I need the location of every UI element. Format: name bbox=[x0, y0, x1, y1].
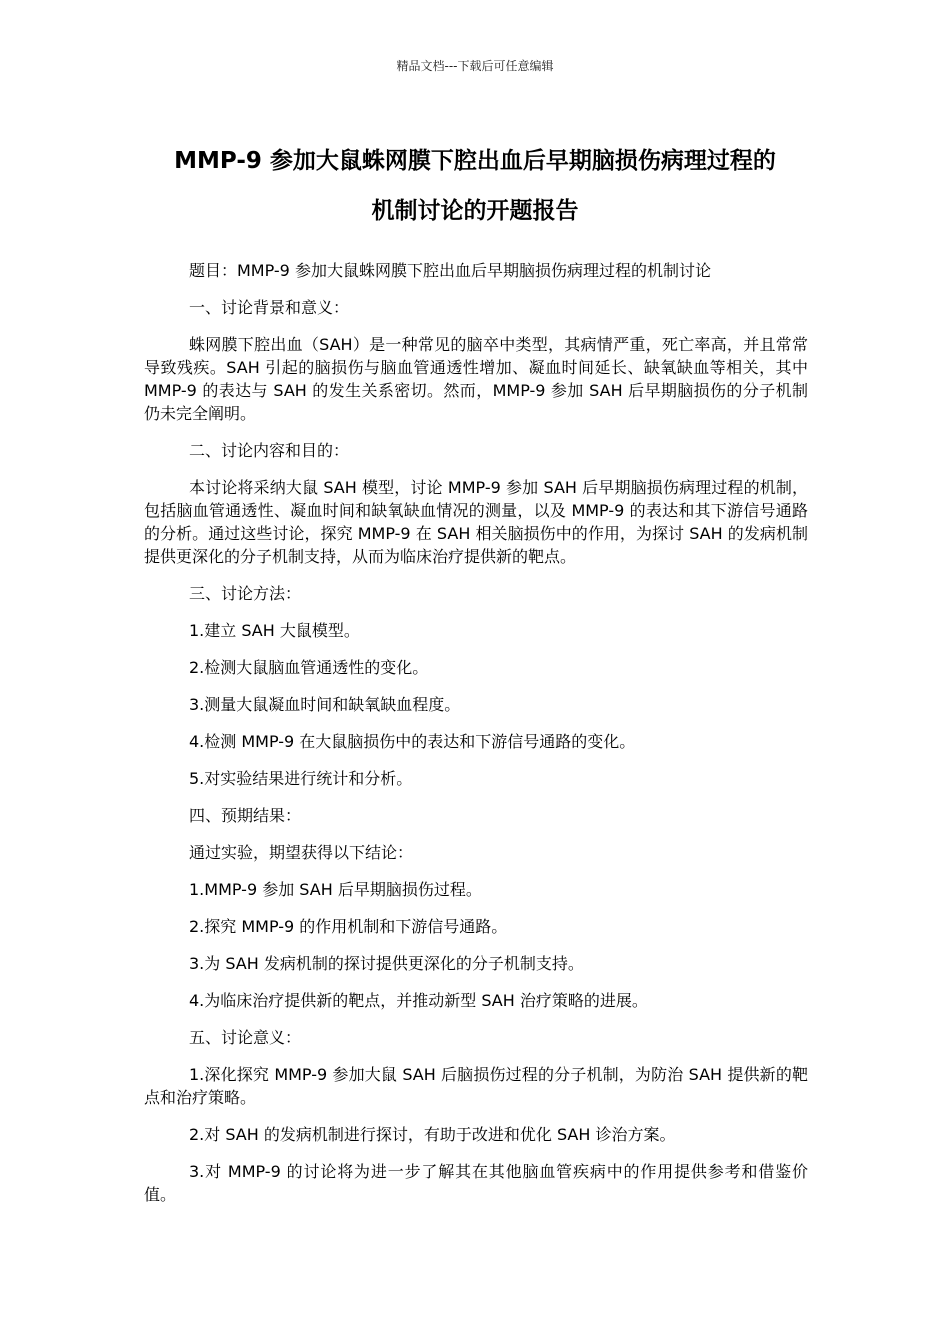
header-note: 精品文档---下载后可任意编辑 bbox=[396, 59, 554, 73]
section-heading-expected-results: 四、预期结果： bbox=[189, 806, 302, 825]
expected-results-intro: 通过实验，期望获得以下结论： bbox=[189, 843, 414, 862]
section-heading-methods: 三、讨论方法： bbox=[189, 584, 302, 603]
background-paragraph: 蛛网膜下腔出血（SAH）是一种常见的脑卒中类型，其病情严重，死亡率高，并且常常导致残疾。SAH 引起的脑损伤与脑血管通透性增加、凝血时间延长、缺氧缺血等相关，其中 MMP-9 的表达与 SAH 的发生关系密切。然而，MMP-9 参加 SAH 后早期脑损伤的分子机制仍未完全阐明。 bbox=[144, 335, 808, 423]
method-item-2: 2.检测大鼠脑血管通透性的变化。 bbox=[189, 658, 429, 677]
expected-result-item-4: 4.为临床治疗提供新的靶点，并推动新型 SAH 治疗策略的进展。 bbox=[189, 991, 648, 1010]
content-paragraph: 本讨论将采纳大鼠 SAH 模型，讨论 MMP-9 参加 SAH 后早期脑损伤病理过程的机制，包括脑血管通透性、凝血时间和缺氧缺血情况的测量，以及 MMP-9 的表达和其下游信号通路的分析。通过这些讨论，探究 MMP-9 在 SAH 相关脑损伤中的作用，为探讨 SAH 的发病机制提供更深化的分子机制支持，从而为临床治疗提供新的靶点。 bbox=[144, 478, 808, 566]
significance-item-2: 2.对 SAH 的发病机制进行探讨，有助于改进和优化 SAH 诊治方案。 bbox=[189, 1125, 676, 1144]
document-title bbox=[140, 136, 810, 236]
section-heading-content: 二、讨论内容和目的： bbox=[189, 441, 350, 460]
method-item-5: 5.对实验结果进行统计和分析。 bbox=[189, 769, 413, 788]
topic-line: 题目：MMP-9 参加大鼠蛛网膜下腔出血后早期脑损伤病理过程的机制讨论 bbox=[189, 261, 711, 280]
significance-item-3: 3.对 MMP-9 的讨论将为进一步了解其在其他脑血管疾病中的作用提供参考和借鉴价值。 bbox=[144, 1162, 808, 1204]
section-heading-background: 一、讨论背景和意义： bbox=[189, 298, 350, 317]
significance-item-1: 1.深化探究 MMP-9 参加大鼠 SAH 后脑损伤过程的分子机制，为防治 SAH 提供新的靶点和治疗策略。 bbox=[144, 1065, 808, 1107]
method-item-3: 3.测量大鼠凝血时间和缺氧缺血程度。 bbox=[189, 695, 461, 714]
expected-result-item-3: 3.为 SAH 发病机制的探讨提供更深化的分子机制支持。 bbox=[189, 954, 584, 973]
document-title-line-1: MMP-9 参加大鼠蛛网膜下腔出血后早期脑损伤病理过程的 bbox=[174, 148, 776, 174]
expected-result-item-2: 2.探究 MMP-9 的作用机制和下游信号通路。 bbox=[189, 917, 508, 936]
document-body bbox=[144, 259, 808, 1220]
document-title-line-2: 机制讨论的开题报告 bbox=[371, 198, 579, 224]
method-item-1: 1.建立 SAH 大鼠模型。 bbox=[189, 621, 360, 640]
expected-result-item-1: 1.MMP-9 参加 SAH 后早期脑损伤过程。 bbox=[189, 880, 482, 899]
method-item-4: 4.检测 MMP-9 在大鼠脑损伤中的表达和下游信号通路的变化。 bbox=[189, 732, 636, 751]
section-heading-significance: 五、讨论意义： bbox=[189, 1028, 302, 1047]
